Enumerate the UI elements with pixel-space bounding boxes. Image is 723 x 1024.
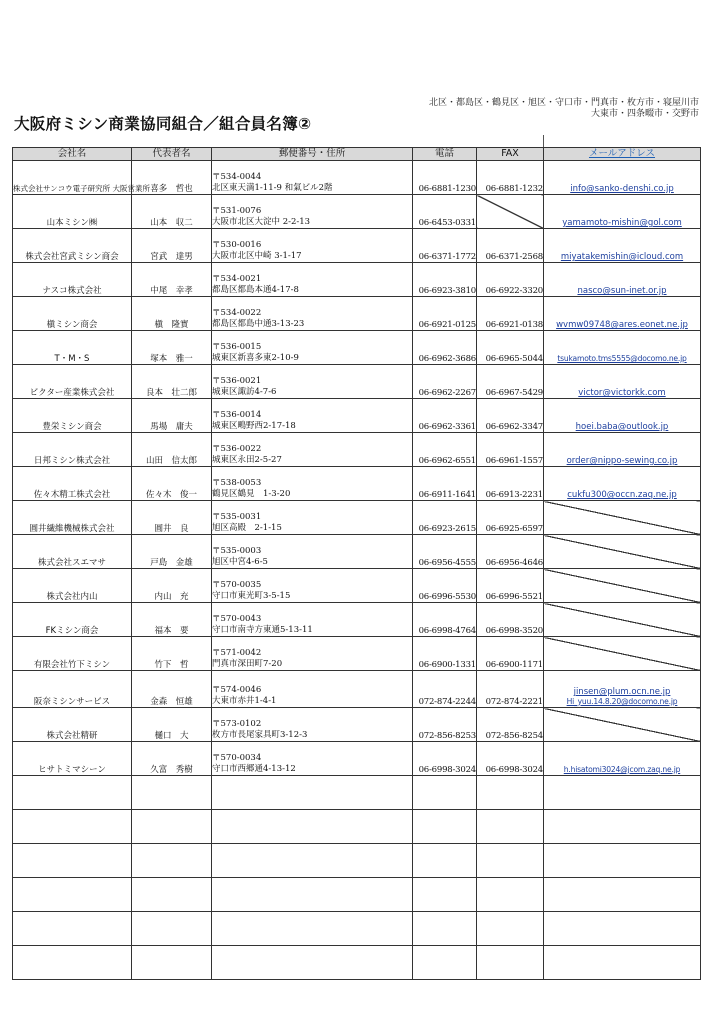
member-company: ビクター産業株式会社	[13, 365, 132, 399]
empty-cell	[413, 844, 477, 878]
header-address: 郵便番号・住所	[212, 148, 413, 161]
member-representative: 戸島 金雄	[132, 535, 212, 569]
member-address-cell	[212, 569, 413, 603]
empty-cell	[544, 776, 701, 810]
table-row	[13, 399, 701, 433]
table-row	[13, 603, 701, 637]
empty-cell	[13, 844, 132, 878]
member-address-cell	[212, 603, 413, 637]
member-email-link[interactable]: Hi_yuu.14.8.20@docomo.ne.jp	[566, 697, 678, 706]
member-postal-code: 〒536-0015	[212, 342, 262, 352]
table-row	[13, 433, 701, 467]
member-address-cell	[212, 399, 413, 433]
member-email-link[interactable]: tsukamoto.tms5555@docomo.ne.jp	[557, 354, 687, 363]
member-email-cell	[544, 467, 701, 501]
member-company: 株式会社精研	[13, 708, 132, 742]
empty-cell	[13, 776, 132, 810]
member-representative: 圓井 良	[132, 501, 212, 535]
member-address-cell	[212, 671, 413, 708]
table-row	[13, 742, 701, 776]
member-email-cell	[544, 297, 701, 331]
member-address: 城東区鴫野西2-17-18	[212, 421, 296, 431]
member-address-cell	[212, 195, 413, 229]
header-tick-mark	[543, 135, 544, 147]
member-phone: 06-6923-3810	[413, 263, 477, 297]
member-roster-table	[12, 147, 701, 980]
member-phone: 06-6453-0331	[413, 195, 477, 229]
empty-table-row	[13, 912, 701, 946]
member-company: 槇ミシン商会	[13, 297, 132, 331]
member-phone: 06-6998-3024	[413, 742, 477, 776]
member-company: 佐々木精工株式会社	[13, 467, 132, 501]
area-list	[409, 98, 699, 120]
member-company: ヒサトミマシーン	[13, 742, 132, 776]
member-company: 日邦ミシン株式会社	[13, 433, 132, 467]
member-email-blank	[544, 708, 701, 742]
member-email-cell	[544, 365, 701, 399]
empty-cell	[413, 776, 477, 810]
member-phone: 06-6996-5530	[413, 569, 477, 603]
member-email-cell	[544, 671, 701, 708]
empty-cell	[132, 810, 212, 844]
member-address-cell	[212, 229, 413, 263]
member-fax: 06-6956-4646	[477, 535, 544, 569]
member-address: 城東区永田2-5-27	[212, 455, 282, 465]
member-address: 北区東天満1-11-9 和氣ビル2階	[212, 183, 333, 193]
member-company: 株式会社宮武ミシン商会	[13, 229, 132, 263]
empty-table-row	[13, 776, 701, 810]
empty-cell	[477, 946, 544, 980]
member-address-cell	[212, 331, 413, 365]
member-email-cell	[544, 161, 701, 195]
table-row	[13, 535, 701, 569]
table-row	[13, 637, 701, 671]
member-fax: 06-6921-0138	[477, 297, 544, 331]
member-address: 旭区中宮4-6-5	[212, 557, 268, 567]
member-postal-code: 〒535-0031	[212, 512, 262, 522]
empty-cell	[212, 810, 413, 844]
member-fax: 072-856-8254	[477, 708, 544, 742]
member-address: 門真市深田町7-20	[212, 659, 283, 669]
member-representative: 馬場 庸夫	[132, 399, 212, 433]
member-email-link[interactable]: hoei.baba@outlook.jp	[575, 422, 669, 432]
member-representative: 樋口 大	[132, 708, 212, 742]
member-postal-code: 〒534-0044	[212, 172, 262, 182]
header-phone: 電話	[413, 148, 477, 161]
table-row	[13, 297, 701, 331]
member-address: 枚方市長尾家具町3-12-3	[212, 730, 308, 740]
member-representative: 宮武 達男	[132, 229, 212, 263]
member-address: 大東市赤井1-4-1	[212, 696, 277, 706]
empty-cell	[13, 946, 132, 980]
empty-cell	[212, 878, 413, 912]
empty-cell	[544, 810, 701, 844]
member-representative: 良本 壮二郎	[132, 365, 212, 399]
member-postal-code: 〒534-0022	[212, 308, 262, 318]
member-representative: 中尾 幸孝	[132, 263, 212, 297]
member-representative: 竹下 哲	[132, 637, 212, 671]
member-representative: 内山 充	[132, 569, 212, 603]
empty-cell	[212, 912, 413, 946]
member-address-cell	[212, 467, 413, 501]
member-email-blank	[544, 501, 701, 535]
member-representative: 福本 要	[132, 603, 212, 637]
member-email-cell	[544, 195, 701, 229]
header-representative: 代表者名	[132, 148, 212, 161]
member-phone: 06-6921-0125	[413, 297, 477, 331]
member-fax: 06-6967-5429	[477, 365, 544, 399]
member-fax: 06-6371-2568	[477, 229, 544, 263]
table-row	[13, 263, 701, 297]
empty-cell	[413, 912, 477, 946]
member-address: 守口市南寺方東通5-13-11	[212, 625, 313, 635]
member-email-link[interactable]: miyatakemishin@icloud.com	[560, 252, 684, 262]
member-postal-code: 〒574-0046	[212, 685, 262, 695]
empty-cell	[413, 878, 477, 912]
member-company: 阪奈ミシンサービス	[13, 671, 132, 708]
member-phone: 06-6900-1331	[413, 637, 477, 671]
table-row	[13, 161, 701, 195]
member-address-cell	[212, 742, 413, 776]
member-phone: 06-6923-2615	[413, 501, 477, 535]
member-address-cell	[212, 263, 413, 297]
header-email[interactable]: メールアドレス	[544, 148, 701, 161]
member-email-link[interactable]: order@nippo-sewing.co.jp	[566, 456, 678, 466]
member-postal-code: 〒570-0043	[212, 614, 262, 624]
member-company: 豊栄ミシン商会	[13, 399, 132, 433]
member-postal-code: 〒536-0014	[212, 410, 262, 420]
member-phone: 072-874-2244	[413, 671, 477, 708]
empty-cell	[413, 810, 477, 844]
member-postal-code: 〒538-0053	[212, 478, 262, 488]
member-email-link[interactable]: info@sanko-denshi.co.jp	[570, 184, 674, 194]
empty-cell	[132, 776, 212, 810]
empty-cell	[212, 946, 413, 980]
member-fax: 06-6922-3320	[477, 263, 544, 297]
area-list-line2: 大東市・四条畷市・交野市	[590, 109, 699, 119]
member-address-cell	[212, 433, 413, 467]
member-representative: 山本 収二	[132, 195, 212, 229]
member-postal-code: 〒570-0035	[212, 580, 262, 590]
member-fax: 06-6962-3347	[477, 399, 544, 433]
empty-cell	[212, 844, 413, 878]
table-row	[13, 195, 701, 229]
member-postal-code: 〒535-0003	[212, 546, 262, 556]
member-representative: 金森 恒雄	[132, 671, 212, 708]
member-company: 株式会社スエマサ	[13, 535, 132, 569]
member-postal-code: 〒570-0034	[212, 753, 262, 763]
member-email-cell	[544, 263, 701, 297]
member-email-link[interactable]: yamamoto-mishin@gol.com	[562, 218, 682, 228]
member-address-cell	[212, 161, 413, 195]
member-postal-code: 〒536-0021	[212, 376, 262, 386]
member-email-cell	[544, 433, 701, 467]
empty-table-row	[13, 878, 701, 912]
member-email-link[interactable]: nasco@sun-inet.or.jp	[577, 286, 667, 296]
empty-cell	[477, 844, 544, 878]
member-address: 城東区新喜多東2-10-9	[212, 353, 299, 363]
member-company: 株式会社サンコウ電子研究所 大阪営業所	[13, 161, 132, 195]
empty-cell	[477, 878, 544, 912]
table-row	[13, 331, 701, 365]
member-address: 城東区諏訪4-7-6	[212, 387, 277, 397]
member-fax: 06-6913-2231	[477, 467, 544, 501]
empty-cell	[544, 912, 701, 946]
member-address: 守口市東光町3-5-15	[212, 591, 291, 601]
member-company: 株式会社内山	[13, 569, 132, 603]
header-company: 会社名	[13, 148, 132, 161]
member-address-cell	[212, 637, 413, 671]
member-company: T・M・S	[13, 331, 132, 365]
member-email-cell	[544, 742, 701, 776]
table-row	[13, 501, 701, 535]
empty-cell	[544, 844, 701, 878]
member-address: 鶴見区鶴見 1-3-20	[212, 489, 291, 499]
member-representative: 塚本 雅一	[132, 331, 212, 365]
member-phone: 06-6911-1641	[413, 467, 477, 501]
member-postal-code: 〒571-0042	[212, 648, 262, 658]
member-email-link[interactable]: cukfu300@occn.zaq.ne.jp	[567, 490, 677, 500]
member-company: 有限会社竹下ミシン	[13, 637, 132, 671]
empty-cell	[13, 878, 132, 912]
member-phone: 06-6962-2267	[413, 365, 477, 399]
member-fax-blank	[477, 195, 544, 229]
member-email-link[interactable]: victor@victorkk.com	[578, 388, 666, 398]
member-postal-code: 〒534-0021	[212, 274, 262, 284]
member-phone: 06-6962-3686	[413, 331, 477, 365]
table-row	[13, 229, 701, 263]
empty-cell	[132, 844, 212, 878]
member-representative: 久富 秀樹	[132, 742, 212, 776]
empty-cell	[13, 810, 132, 844]
member-email-cell	[544, 229, 701, 263]
member-fax: 06-6961-1557	[477, 433, 544, 467]
empty-cell	[13, 912, 132, 946]
empty-cell	[477, 810, 544, 844]
member-phone: 06-6962-6551	[413, 433, 477, 467]
member-phone: 06-6881-1230	[413, 161, 477, 195]
empty-table-row	[13, 810, 701, 844]
member-address-cell	[212, 535, 413, 569]
member-address: 都島区都島本通4-17-8	[212, 285, 299, 295]
empty-cell	[544, 946, 701, 980]
member-representative: 山田 信太郎	[132, 433, 212, 467]
empty-cell	[477, 776, 544, 810]
member-company: 山本ミシン㈱	[13, 195, 132, 229]
member-fax: 06-6996-5521	[477, 569, 544, 603]
member-address: 守口市西郷通4-13-12	[212, 764, 296, 774]
member-company: FKミシン商会	[13, 603, 132, 637]
table-row	[13, 467, 701, 501]
member-fax: 06-6965-5044	[477, 331, 544, 365]
empty-cell	[477, 912, 544, 946]
member-postal-code: 〒573-0102	[212, 719, 262, 729]
member-company: ナスコ株式会社	[13, 263, 132, 297]
member-address-cell	[212, 365, 413, 399]
member-phone: 072-856-8253	[413, 708, 477, 742]
member-postal-code: 〒531-0076	[212, 206, 262, 216]
page-title: 大阪府ミシン商業協同組合／組合員名簿②	[14, 115, 312, 133]
member-fax: 072-874-2221	[477, 671, 544, 708]
table-row	[13, 671, 701, 708]
area-list-line1: 北区・都島区・鶴見区・旭区・守口市・門真市・枚方市・寝屋川市	[428, 98, 699, 108]
empty-cell	[544, 878, 701, 912]
member-company: 圓井繊維機械株式会社	[13, 501, 132, 535]
member-email-blank	[544, 603, 701, 637]
member-fax: 06-6998-3520	[477, 603, 544, 637]
member-representative: 佐々木 俊一	[132, 467, 212, 501]
member-email-blank	[544, 569, 701, 603]
member-address: 大阪市北区中崎 3-1-17	[212, 251, 302, 261]
empty-table-row	[13, 844, 701, 878]
member-address: 都島区都島中通3-13-23	[212, 319, 305, 329]
member-fax: 06-6900-1171	[477, 637, 544, 671]
member-postal-code: 〒536-0022	[212, 444, 262, 454]
member-address-cell	[212, 297, 413, 331]
member-address-cell	[212, 708, 413, 742]
header-fax: FAX	[477, 148, 544, 161]
member-email-blank	[544, 535, 701, 569]
member-phone: 06-6998-4764	[413, 603, 477, 637]
table-header-row	[13, 148, 701, 161]
member-fax: 06-6998-3024	[477, 742, 544, 776]
member-representative: 槇 隆實	[132, 297, 212, 331]
member-address: 大阪市北区大淀中 2-2-13	[212, 217, 311, 227]
empty-cell	[132, 912, 212, 946]
empty-cell	[212, 776, 413, 810]
empty-table-row	[13, 946, 701, 980]
empty-cell	[132, 946, 212, 980]
member-email-blank	[544, 637, 701, 671]
member-phone: 06-6371-1772	[413, 229, 477, 263]
member-representative: 喜多 哲也	[132, 161, 212, 195]
table-row	[13, 365, 701, 399]
table-row	[13, 569, 701, 603]
member-email-link[interactable]: wvmw09748@ares.eonet.ne.jp	[556, 320, 688, 330]
member-email-link[interactable]: h.hisatomi3024@jcom.zaq.ne.jp	[563, 765, 681, 774]
empty-cell	[413, 946, 477, 980]
member-email-cell	[544, 399, 701, 433]
member-fax: 06-6925-6597	[477, 501, 544, 535]
member-address: 旭区高殿 2-1-15	[212, 523, 282, 533]
member-postal-code: 〒530-0016	[212, 240, 262, 250]
member-email-link[interactable]: jinsen@plum.ocn.ne.jp	[573, 687, 671, 697]
member-phone: 06-6962-3361	[413, 399, 477, 433]
member-fax: 06-6881-1232	[477, 161, 544, 195]
table-row	[13, 708, 701, 742]
roster-body	[13, 161, 701, 980]
member-email-cell	[544, 331, 701, 365]
member-phone: 06-6956-4555	[413, 535, 477, 569]
empty-cell	[132, 878, 212, 912]
member-address-cell	[212, 501, 413, 535]
